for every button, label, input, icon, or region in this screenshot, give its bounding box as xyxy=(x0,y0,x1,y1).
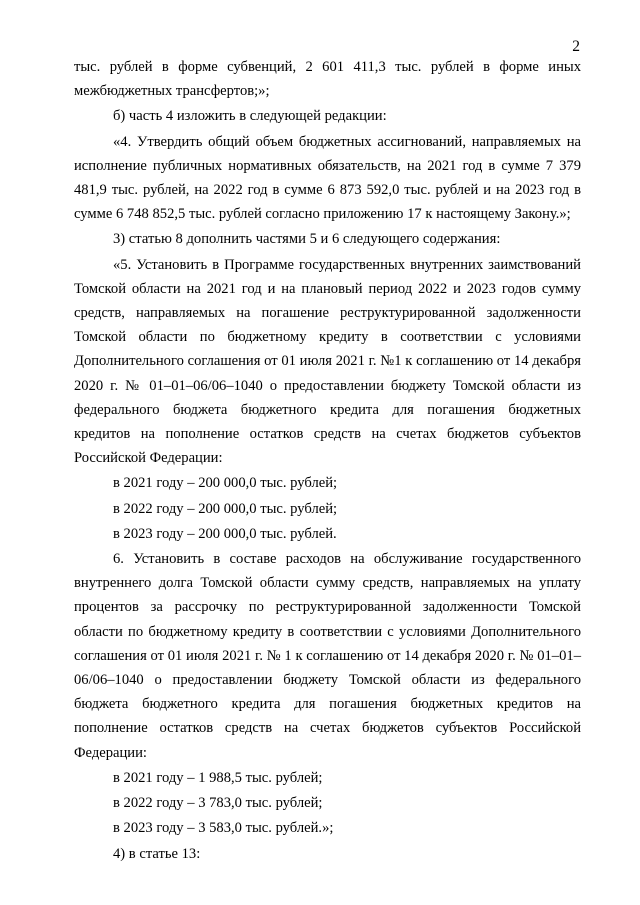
list-item-2023-repayment: в 2023 году – 200 000,0 тыс. рублей. xyxy=(113,525,337,542)
list-item-2021-repayment: в 2021 году – 200 000,0 тыс. рублей; xyxy=(113,475,338,492)
paragraph-article-13: 4) в статье 13: xyxy=(113,845,201,862)
page-number: 2 xyxy=(572,38,580,55)
list-item-2022-repayment: в 2022 году – 200 000,0 тыс. рублей; xyxy=(113,500,338,517)
paragraph-part-5: «5. Установить в Программе государственных внутренних заимствований Томской области на 2021 год и на плановый период 2022 и 2023 годов сумму средств, направляемых на погашение реструктурированной задолженности Томской области по бюджетному кредиту в соответствии с условиями Дополнительного соглашения от 01 июля 2021 г. №1 к соглашению от 14 декабря 2020 г. № 01–01–06/06–1040 о предоставлении бюджету Томской области из федерального бюджета бюджетного кредита для погашения бюджетных кредитов на пополнение остатков средств на счетах бюджетов субъектов Российской Федерации: xyxy=(74,256,581,467)
paragraph-b-part-4: б) часть 4 изложить в следующей редакции: xyxy=(113,108,387,125)
paragraph-part-4-text: «4. Утвердить общий объем бюджетных ассигнований, направляемых на исполнение публичных нормативных обязательств, на 2021 год в сумме 7 379 481,9 тыс. рублей, на 2022 год в сумме 6 873 592,0 тыс. рублей и на 2023 год в сумме 6 748 852,5 тыс. рублей согласно приложению 17 к настоящему Закону.»; xyxy=(74,133,581,223)
paragraph-part-6: 6. Установить в составе расходов на обслуживание государственного внутреннего долга Томской области сумму средств, направляемых на уплату процентов за рассрочку по реструктурированной задолженности Томской области по бюджетному кредиту в соответствии с условиями Дополнительного соглашения от 01 июля 2021 г. № 1 к соглашению от 14 декабря 2020 г. № 01–01–06/06–1040 о предоставлении бюджету Томской области из федерального бюджета бюджетного кредита для погашения бюджетных кредитов на пополнение остатков средств на счетах бюджетов субъектов Российской Федерации: xyxy=(74,551,581,761)
list-item-2021-interest: в 2021 году – 1 988,5 тыс. рублей; xyxy=(113,769,323,786)
list-item-2023-interest: в 2023 году – 3 583,0 тыс. рублей.»; xyxy=(113,820,334,837)
paragraph-continuation: тыс. рублей в форме субвенций, 2 601 411,3 тыс. рублей в форме иных межбюджетных трансфертов;»; xyxy=(74,59,581,100)
paragraph-article-8: 3) статью 8 дополнить частями 5 и 6 следующего содержания: xyxy=(113,231,501,248)
list-item-2022-interest: в 2022 году – 3 783,0 тыс. рублей; xyxy=(113,795,323,812)
